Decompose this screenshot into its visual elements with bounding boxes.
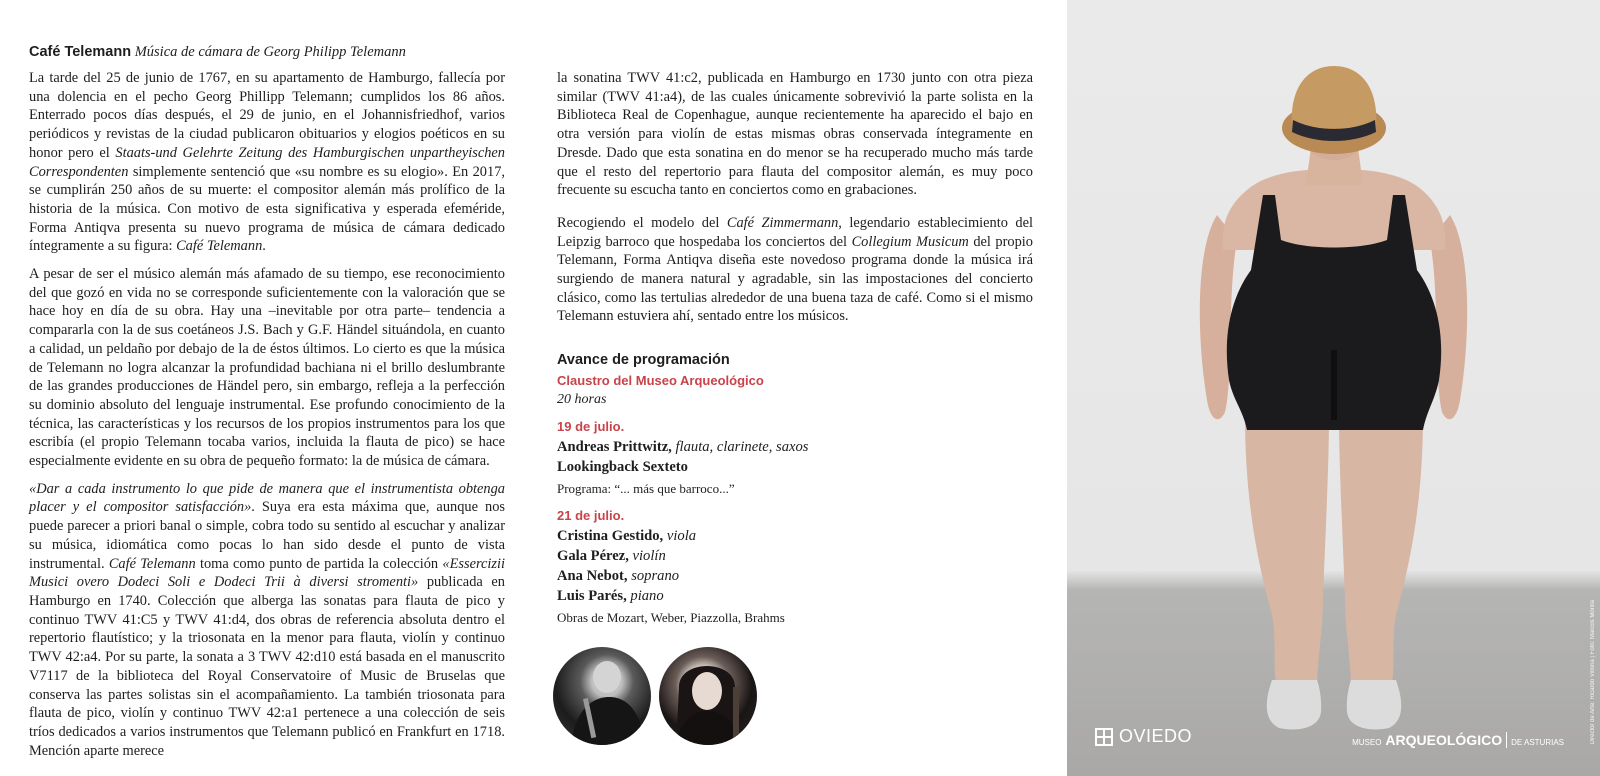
oviedo-logo (1095, 726, 1192, 747)
text-run: . (262, 238, 266, 255)
text-run: del propio Telemann, Forma Antiqva diseña este novedoso programa donde la música irá surgiendo de manera natural y agradable, sin las impostaciones del concierto clásico, como las tertulias alrededor de una buena taza de café. Como si el mismo Telemann estuviera ahí, sentado entre los músicos. (557, 233, 1033, 325)
performer-role: piano (630, 588, 664, 604)
performer-name: Andreas Prittwitz, (557, 439, 672, 455)
performer-portrait-photo (659, 647, 757, 745)
text-run: La tarde del 25 de junio de 1767, en su apartamento de Hamburgo, fallecía por una dolencia en el pecho Georg Phillipp Telemann; cumplidos los 86 años. Enterrado pocos días después, el 29 de junio, en el Johannisfriedhof, varios periódicos y revistas de la ciudad publicaron obituarios y elogios poéticos en su honor pero el (29, 70, 505, 161)
museum-logo-prefix: MUSEO (1352, 738, 1382, 747)
performer-name: Ana Nebot, (557, 568, 628, 584)
performer-role: soprano (631, 568, 680, 584)
performer (557, 546, 1027, 566)
cover-photo-panel (1067, 0, 1600, 776)
performer-name: Gala Pérez, (557, 548, 629, 564)
works-line: Obras de Mozart, Weber, Piazzolla, Brahms (557, 610, 785, 625)
performer (557, 586, 1027, 606)
performer-role: viola (666, 528, 697, 544)
paragraph-4: la sonatina TWV 41:c2, publicada en Hamburgo en 1730 junto con otra pieza similar (TWV 41:a4), de las cuales únicamente sobrevivió la parte solista en la Biblioteca Real de Copenhague, aunque recientemente ha aparecido el bajo en otra versión para violín de estas mismas obras conservada íntegramente en Dresde. Dado que esta sonatina en do menor se ha recuperado mucho más tarde que el resto del repertorio para flauta del compositor alemán, es muy poco frecuente su escucha tanto en conciertos como en grabaciones. (557, 70, 1033, 199)
paragraph-2: A pesar de ser el músico alemán más afamado de su tiempo, ese reconocimiento del que gozó en vida no se corresponde suficientemente con la valoración que se hace hoy en día de su obra. Hay una –inevitable por otra parte– tendencia a compararla con la de sus coetáneos J.S. Bach y G.F. Händel situándola, en cuanto a calidad, un peldaño por debajo de la de éstos últimos. Lo cierto es que la música de Telemann no logra alcanzar la profundidad bachiana ni el brillo deslumbrante de las grandes producciones de Händel pero, sin embargo, refleja a la perfección su dominio absoluto del lenguaje instrumental. Ese profundo conocimiento de la técnica, las características y los recursos de los propios instrumentos para los que escribía (el propio Telemann tocaba varios, incluida la flauta de pico) se hace especialmente evidente en su obra de pequeño formato: la de música de cámara. (29, 266, 505, 470)
program-title-inline: Café Telemann (108, 555, 196, 572)
left-column (29, 44, 505, 769)
performer (557, 437, 1027, 457)
museum-logo-name: ARQUEOLÓGICO (1385, 732, 1507, 748)
portrait-woman-illustration (659, 647, 757, 745)
performer (557, 566, 1027, 586)
performer-portrait-photo (553, 647, 651, 745)
middle-column (557, 69, 1033, 335)
collection-title: «Essercizii Musici overo Dodeci Soli e Dodeci Trii à diversi stromenti» (29, 555, 506, 591)
ensemble-name: Collegium Musicum (851, 233, 969, 250)
photo-credit: Director de Arte: Ricardo Villoria | Foto: Marcos Morilla (1590, 600, 1596, 745)
text-run: toma como punto de partida la colección (195, 555, 443, 572)
event-date: 19 de julio. (557, 419, 625, 434)
museum-logo (1352, 732, 1564, 748)
performer-role: flauta, clarinete, saxos (675, 439, 809, 455)
newspaper-title: Staats-und Gelehrte Zeitung des Hamburgischen unpartheyischen Correspondenten (29, 144, 506, 180)
text-run: , legendario establecimiento del Leipzig barroco que hospedaba los conciertos del (557, 214, 1034, 250)
text-run: simplemente sentenció que «su nombre es su elogio». En 2017, se cumplirán 250 años de su muerte: el compositor alemán más prolífico de la historia de la música. Con motivo de esta significativa y esperada efeméride, Forma Antiqva presenta su nuevo programa de música de cámara dedicado íntegramente a su figura: (29, 163, 505, 255)
performer-name: Luis Parés, (557, 588, 627, 604)
text-run: . Suya era esta máxima que, aunque nos puede parecer a priori banal o simple, cobra todo su sentido al escuchar y analizar su música, idiomática como pocas lo han sido desde el punto de vista instrumental. (29, 499, 505, 572)
paragraph-3 (29, 480, 505, 761)
performer-name: Cristina Gestido, (557, 528, 664, 544)
performer (557, 526, 1027, 546)
program-title-inline: Café Telemann (176, 238, 263, 255)
program-title: Avance de programación (557, 352, 730, 368)
paragraph-5 (557, 214, 1033, 326)
oviedo-cross-icon (1095, 728, 1113, 746)
section-heading (29, 44, 505, 61)
program-line: Programa: “... más que barroco...” (557, 481, 735, 496)
event-date: 21 de julio. (557, 508, 625, 523)
paragraph-1 (29, 69, 505, 256)
performer-role: violín (632, 548, 666, 564)
heading-title: Café Telemann (29, 44, 132, 60)
text-run: Recogiendo el modelo del (557, 214, 727, 231)
cafe-name: Café Zimmermann (726, 214, 839, 231)
program-venue: Claustro del Museo Arqueológico (557, 373, 764, 388)
museum-logo-suffix: DE ASTURIAS (1511, 738, 1564, 747)
performer (557, 457, 1027, 477)
program-preview (557, 352, 1027, 637)
text-run: publicada en Hamburgo en 1740. Colección que alberga las sonatas para flauta de pico y continuo TWV 41:C5 y TWV 41:d4, dos obras de referencia absoluta dentro el repertorio flautístico; y la triosonata en la menor para flauta, violín y continuo TWV 42:a4. Por su parte, la sonata a 3 TWV 42:d10 está basada en el manuscrito V7117 de la biblioteca del Royal Conservatoire of Music de Bruselas que conserva las partes solistas sin el acompañamiento. La también triosonata para flauta de pico, violín y continuo TWV 42:a1 pertenece a una colección de seis tríos dedicados a varios instrumentos que Telemann publicó en Frankfurt en 1718. Mención aparte merece (29, 574, 505, 759)
woman-in-swimsuit-illustration (1067, 0, 1600, 776)
heading-subtitle: Música de cámara de Georg Philipp Telemann (134, 44, 406, 60)
program-hours: 20 horas (557, 392, 607, 407)
portrait-man-illustration (553, 647, 651, 745)
performer-name: Lookingback Sexteto (557, 459, 688, 475)
oviedo-logo-text: OVIEDO (1119, 726, 1193, 746)
quote: «Dar a cada instrumento lo que pide de manera que el instrumentista obtenga placer y el compositor satisfacción» (29, 480, 505, 516)
